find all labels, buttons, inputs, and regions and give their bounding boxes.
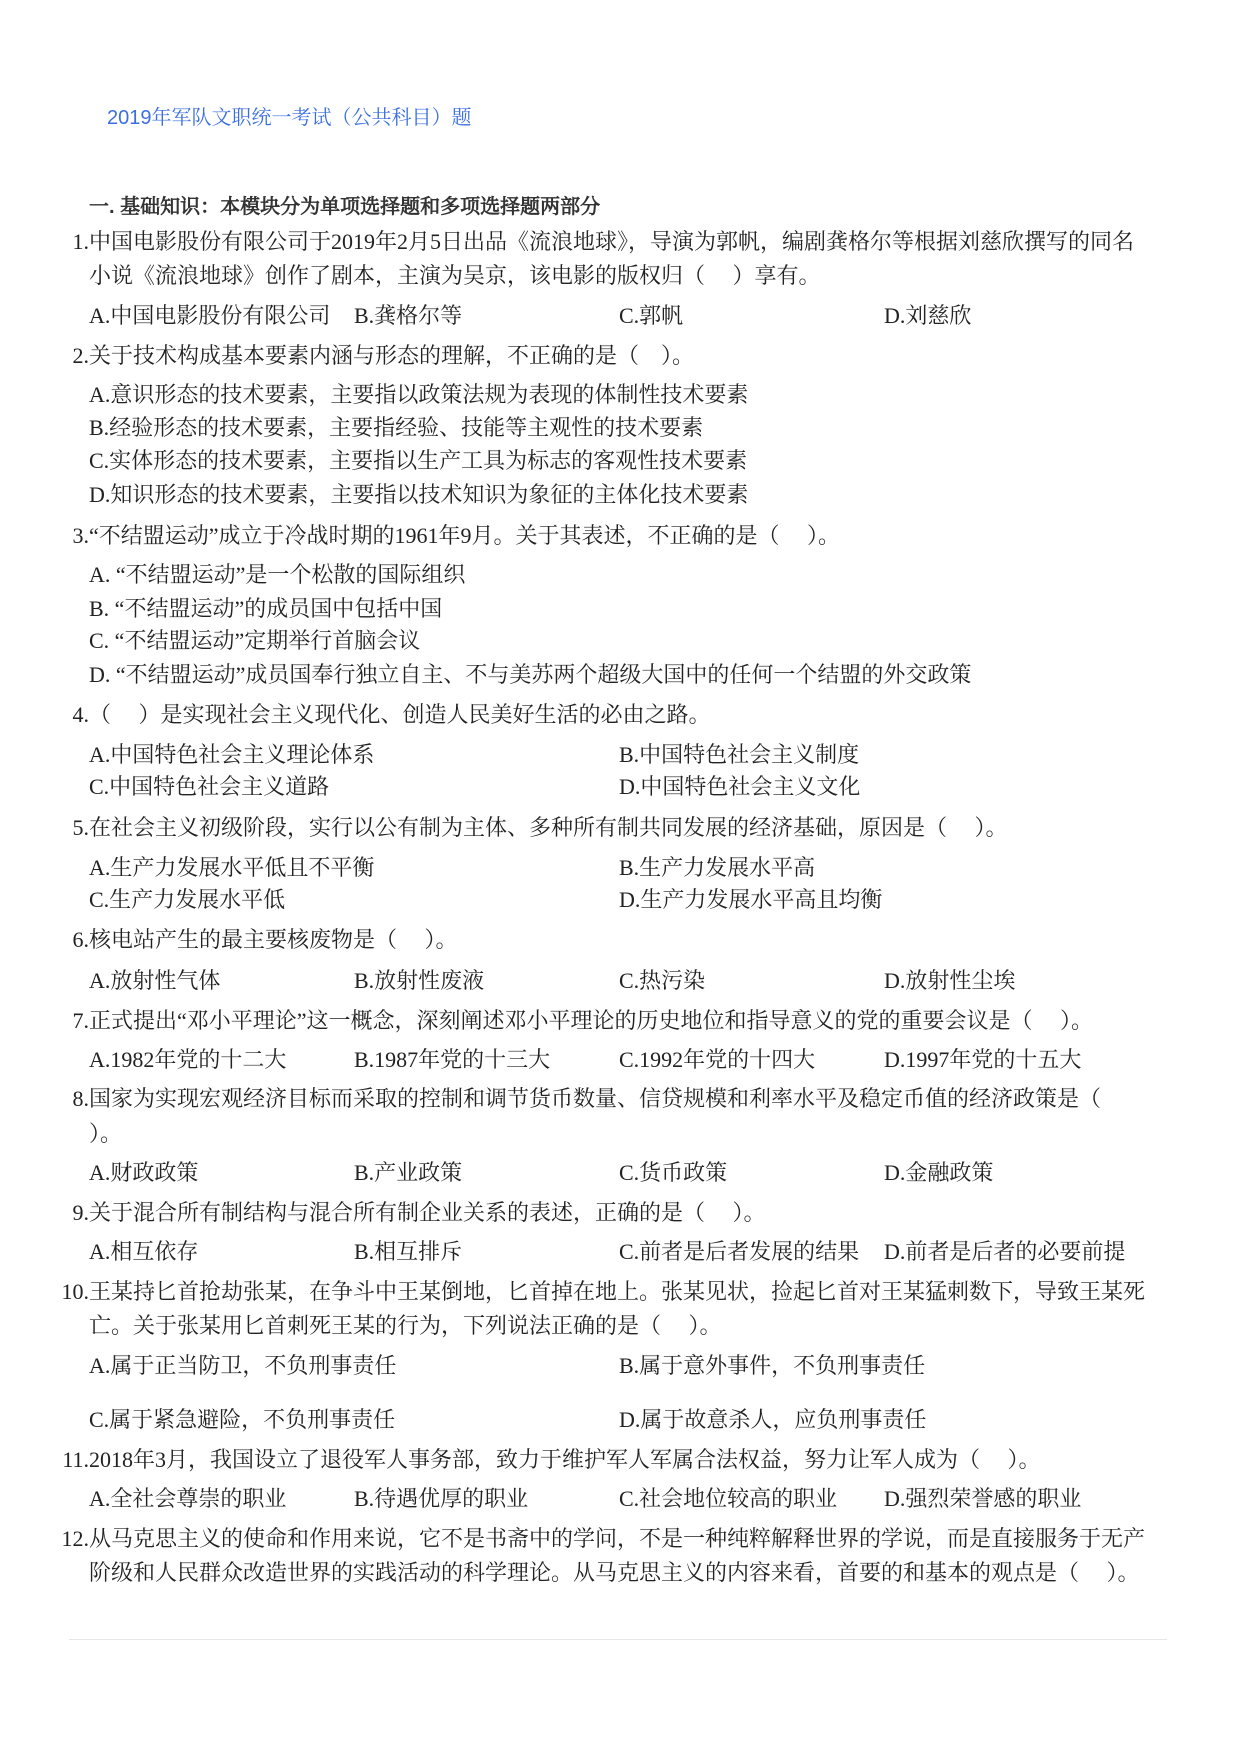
answer-option: C.郭帆 (619, 303, 684, 328)
document-title: 2019年军队文职统一考试（公共科目）题 (107, 107, 472, 129)
question-text: 王某持匕首抢劫张某，在争斗中王某倒地，匕首掉在地上。张某见状，捡起匕首对王某猛刺数下，导致王某死 (89, 1279, 1146, 1304)
question-text: 关于混合所有制结构与混合所有制企业关系的表述，正确的是（ ）。 (89, 1200, 766, 1225)
question-number: 6. (72, 927, 89, 952)
answer-option: A.中国特色社会主义理论体系 (89, 742, 375, 767)
section-heading: 一. 基础知识：本模块分为单项选择题和多项选择题两部分 (89, 196, 601, 218)
question-number: 11. (62, 1447, 89, 1472)
answer-option: D.属于故意杀人，应负刑事责任 (619, 1407, 927, 1432)
answer-option: C. “不结盟运动”定期举行首脑会议 (89, 628, 421, 653)
question-number: 9. (72, 1200, 89, 1225)
question-text: 小说《流浪地球》创作了剧本，主演为吴京，该电影的版权归（ ）享有。 (89, 263, 821, 288)
question-text: “不结盟运动”成立于冷战时期的1961年9月。关于其表述，不正确的是（ ）。 (89, 523, 841, 548)
answer-option: B.待遇优厚的职业 (354, 1486, 529, 1511)
answer-option: A.意识形态的技术要素，主要指以政策法规为表现的体制性技术要素 (89, 382, 749, 407)
answer-option: A.全社会尊崇的职业 (89, 1486, 287, 1511)
question-text: 核电站产生的最主要核废物是（ ）。 (89, 927, 458, 952)
answer-option: D.1997年党的十五大 (884, 1047, 1082, 1072)
question-number: 12. (61, 1526, 89, 1551)
answer-option: A.财政政策 (89, 1160, 199, 1185)
answer-option: C.热污染 (619, 968, 706, 993)
answer-option: D.中国特色社会主义文化 (619, 774, 861, 799)
answer-option: A.1982年党的十二大 (89, 1047, 287, 1072)
answer-option: D.生产力发展水平高且均衡 (619, 887, 883, 912)
answer-option: A.放射性气体 (89, 968, 221, 993)
answer-option: A.相互依存 (89, 1239, 199, 1264)
answer-option: C.中国特色社会主义道路 (89, 774, 330, 799)
answer-option: C.生产力发展水平低 (89, 887, 286, 912)
question-text: 亡。关于张某用匕首刺死王某的行为，下列说法正确的是（ ）。 (89, 1313, 722, 1338)
answer-option: D.强烈荣誉感的职业 (884, 1486, 1082, 1511)
question-text: 关于技术构成基本要素内涵与形态的理解，不正确的是（ ）。 (89, 343, 695, 368)
answer-option: C.实体形态的技术要素，主要指以生产工具为标志的客观性技术要素 (89, 448, 748, 473)
answer-option: B.属于意外事件，不负刑事责任 (619, 1353, 926, 1378)
answer-option: A. “不结盟运动”是一个松散的国际组织 (89, 562, 466, 587)
question-number: 1. (72, 229, 89, 254)
question-text: 中国电影股份有限公司于2019年2月5日出品《流浪地球》，导演为郭帆，编剧龚格尔等根据刘慈欣撰写的同名 (89, 229, 1135, 254)
answer-option: D.放射性尘埃 (884, 968, 1016, 993)
answer-option: A.属于正当防卫，不负刑事责任 (89, 1353, 397, 1378)
answer-option: C.前者是后者发展的结果 (619, 1239, 860, 1264)
question-text: 2018年3月，我国设立了退役军人事务部，致力于维护军人军属合法权益，努力让军人成为（ ）。 (89, 1447, 1041, 1472)
question-number: 10. (61, 1279, 89, 1304)
answer-option: B.1987年党的十三大 (354, 1047, 551, 1072)
page-divider (69, 1639, 1167, 1640)
question-text: 阶级和人民群众改造世界的实践活动的科学理论。从马克思主义的内容来看，首要的和基本的观点是（ ）。 (89, 1560, 1140, 1585)
answer-option: B.生产力发展水平高 (619, 855, 816, 880)
answer-option: B.龚格尔等 (354, 303, 463, 328)
answer-option: B.相互排斥 (354, 1239, 463, 1264)
answer-option: D.知识形态的技术要素，主要指以技术知识为象征的主体化技术要素 (89, 482, 749, 507)
answer-option: B.经验形态的技术要素，主要指经验、技能等主观性的技术要素 (89, 415, 704, 440)
question-text: 从马克思主义的使命和作用来说，它不是书斋中的学问，不是一种纯粹解释世界的学说，而是直接服务于无产 (89, 1526, 1146, 1551)
question-number: 3. (72, 523, 89, 548)
answer-option: A.中国电影股份有限公司 (89, 303, 331, 328)
question-text: ）。 (89, 1121, 123, 1146)
answer-option: B.放射性废液 (354, 968, 485, 993)
answer-option: B.中国特色社会主义制度 (619, 742, 860, 767)
question-text: （ ）是实现社会主义现代化、创造人民美好生活的必由之路。 (89, 702, 711, 727)
question-number: 2. (72, 343, 89, 368)
question-number: 4. (72, 702, 89, 727)
answer-option: A.生产力发展水平低且不平衡 (89, 855, 375, 880)
question-text: 国家为实现宏观经济目标而采取的控制和调节货币数量、信贷规模和利率水平及稳定币值的经济政策是（ (89, 1086, 1102, 1111)
answer-option: D.刘慈欣 (884, 303, 972, 328)
answer-option: B.产业政策 (354, 1160, 463, 1185)
answer-option: C.货币政策 (619, 1160, 728, 1185)
question-text: 正式提出“邓小平理论”这一概念，深刻阐述邓小平理论的历史地位和指导意义的党的重要会议是（ ）。 (89, 1008, 1094, 1033)
question-number: 8. (72, 1086, 89, 1111)
answer-option: B. “不结盟运动”的成员国中包括中国 (89, 596, 443, 621)
answer-option: D.前者是后者的必要前提 (884, 1239, 1126, 1264)
answer-option: D. “不结盟运动”成员国奉行独立自主、不与美苏两个超级大国中的任何一个结盟的外交政策 (89, 662, 972, 687)
answer-option: D.金融政策 (884, 1160, 994, 1185)
question-text: 在社会主义初级阶段，实行以公有制为主体、多种所有制共同发展的经济基础，原因是（ ）。 (89, 815, 1008, 840)
answer-option: C.属于紧急避险，不负刑事责任 (89, 1407, 396, 1432)
answer-option: C.1992年党的十四大 (619, 1047, 816, 1072)
question-number: 7. (72, 1008, 89, 1033)
answer-option: C.社会地位较高的职业 (619, 1486, 838, 1511)
question-number: 5. (72, 815, 89, 840)
